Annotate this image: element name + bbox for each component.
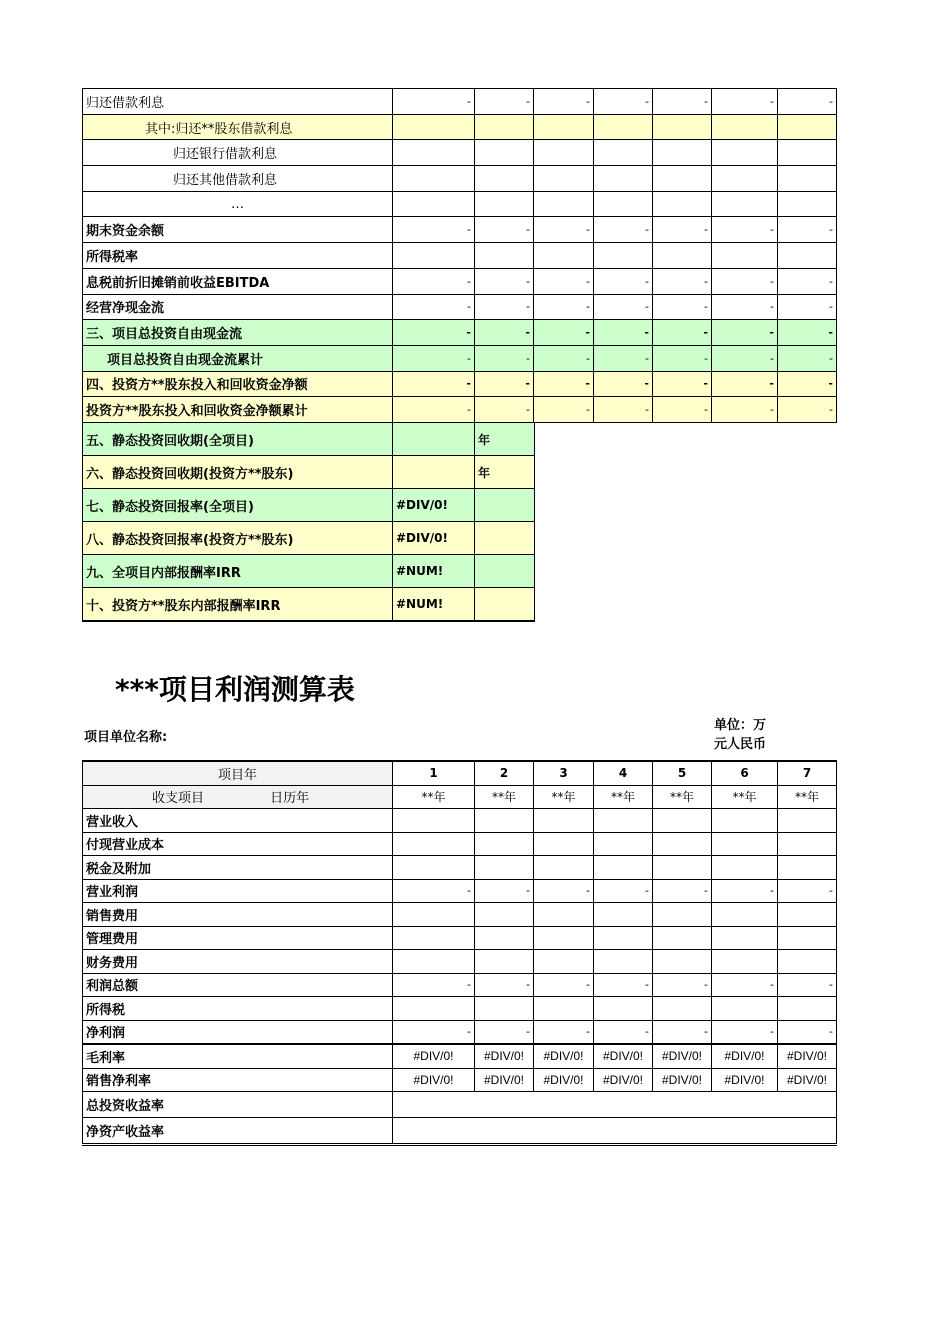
currency-unit-line1: 单位：万	[714, 718, 767, 733]
cell	[393, 166, 475, 192]
cell	[653, 903, 712, 927]
cell: -	[778, 1020, 837, 1044]
cf-row-ending-balance	[83, 217, 837, 243]
cell: -	[475, 217, 534, 243]
cell	[594, 997, 653, 1021]
cf-row-bank-interest	[83, 140, 837, 166]
cell	[534, 809, 594, 833]
cell: #DIV/0!	[393, 1044, 475, 1068]
cell: #DIV/0!	[653, 1068, 712, 1092]
cell: -	[393, 345, 475, 371]
cell: -	[475, 1020, 534, 1044]
header-row-years	[83, 761, 837, 785]
cell	[534, 926, 594, 950]
cell	[393, 191, 475, 217]
cell	[778, 809, 837, 833]
cell: -	[778, 371, 837, 397]
row-label: 税金及附加	[83, 856, 393, 880]
cell	[712, 243, 778, 269]
year-number: 6	[712, 761, 778, 785]
cell	[393, 997, 475, 1021]
cell	[534, 140, 594, 166]
profit-table	[82, 760, 837, 1146]
cell: -	[534, 879, 594, 903]
cell	[778, 856, 837, 880]
cell	[393, 114, 475, 140]
cell: -	[712, 294, 778, 320]
pl-row-net-profit	[83, 1020, 837, 1044]
row-label: 销售费用	[83, 903, 393, 927]
cell: -	[534, 345, 594, 371]
cell	[475, 809, 534, 833]
pl-row-revenue	[83, 809, 837, 833]
cf-row-operating-net-cash	[83, 294, 837, 320]
cell: -	[653, 89, 712, 115]
pl-row-admin-expense	[83, 926, 837, 950]
cell: #DIV/0!	[594, 1044, 653, 1068]
ret-row-roi-shareholder	[83, 522, 535, 555]
row-label: 其中:归还**股东借款利息	[83, 114, 393, 140]
pl-row-selling-expense	[83, 903, 837, 927]
cell: -	[653, 973, 712, 997]
cell	[534, 114, 594, 140]
cell	[712, 809, 778, 833]
cf-row-free-cash-flow-cumulative	[83, 345, 837, 371]
ret-row-irr-project	[83, 555, 535, 588]
cf-row-shareholder-net-cumulative	[83, 397, 837, 423]
cell: -	[534, 973, 594, 997]
cell: -	[712, 973, 778, 997]
cell	[475, 926, 534, 950]
cell: -	[534, 397, 594, 423]
row-label: 净利润	[83, 1020, 393, 1044]
pl-row-finance-expense	[83, 950, 837, 974]
pl-row-income-tax	[83, 997, 837, 1021]
cf-row-free-cash-flow	[83, 320, 837, 346]
cell	[534, 832, 594, 856]
cell	[475, 950, 534, 974]
value-cell	[393, 423, 475, 456]
year-number: 3	[534, 761, 594, 785]
calendar-year: **年	[534, 785, 594, 809]
currency-unit-line2: 元人民币	[714, 737, 767, 752]
cell: -	[594, 268, 653, 294]
cell	[393, 950, 475, 974]
cell: -	[475, 397, 534, 423]
cell: -	[712, 268, 778, 294]
cell	[393, 856, 475, 880]
cashflow-table	[82, 88, 837, 423]
page-title: ***项目利润测算表	[115, 673, 355, 706]
value-cell	[393, 456, 475, 489]
cell: -	[393, 1020, 475, 1044]
cell	[393, 140, 475, 166]
cell	[594, 950, 653, 974]
cell	[393, 903, 475, 927]
cell	[778, 926, 837, 950]
calendar-year: **年	[712, 785, 778, 809]
row-label: 十、投资方**股东内部报酬率IRR	[83, 588, 393, 622]
cell: -	[594, 320, 653, 346]
cell: -	[534, 1020, 594, 1044]
cell: #DIV/0!	[475, 1068, 534, 1092]
return-indicators-table	[82, 422, 535, 622]
cell	[534, 997, 594, 1021]
cell: -	[475, 345, 534, 371]
cell: #DIV/0!	[778, 1044, 837, 1068]
row-label: 所得税	[83, 997, 393, 1021]
year-number: 1	[393, 761, 475, 785]
cf-row-shareholder-interest	[83, 114, 837, 140]
cell	[594, 140, 653, 166]
cell	[475, 903, 534, 927]
row-label: 净资产收益率	[83, 1118, 393, 1145]
cell	[778, 166, 837, 192]
row-label: 归还其他借款利息	[83, 166, 393, 192]
cell: -	[653, 294, 712, 320]
cell: -	[712, 89, 778, 115]
cell	[712, 950, 778, 974]
row-label: 付现营业成本	[83, 832, 393, 856]
cell	[653, 856, 712, 880]
row-label: 息税前折旧摊销前收益EBITDA	[83, 268, 393, 294]
cf-row-ebitda	[83, 268, 837, 294]
cell	[778, 997, 837, 1021]
cell	[712, 191, 778, 217]
row-label: 毛利率	[83, 1044, 393, 1068]
calendar-year: **年	[778, 785, 837, 809]
cell: -	[778, 89, 837, 115]
cell	[653, 997, 712, 1021]
cell: -	[534, 217, 594, 243]
cell: -	[778, 320, 837, 346]
row-label: 营业利润	[83, 879, 393, 903]
header-label	[83, 785, 393, 809]
cell: -	[475, 973, 534, 997]
cell: -	[393, 397, 475, 423]
cell: -	[653, 397, 712, 423]
calendar-year: **年	[594, 785, 653, 809]
cell: -	[594, 89, 653, 115]
cell: -	[393, 268, 475, 294]
cell: -	[778, 217, 837, 243]
cell	[712, 856, 778, 880]
cell	[475, 140, 534, 166]
cell: -	[712, 345, 778, 371]
unit-cell	[475, 588, 535, 622]
row-label: 管理费用	[83, 926, 393, 950]
row-label: 经营净现金流	[83, 294, 393, 320]
cell: -	[393, 294, 475, 320]
cell: -	[475, 320, 534, 346]
cell: -	[475, 268, 534, 294]
unit-cell: 年	[475, 423, 535, 456]
row-label: 项目总投资自由现金流累计	[83, 345, 393, 371]
cell: -	[653, 268, 712, 294]
cell	[712, 832, 778, 856]
cell: -	[778, 973, 837, 997]
ret-row-irr-shareholder	[83, 588, 535, 622]
row-label: 利润总额	[83, 973, 393, 997]
cell	[653, 243, 712, 269]
row-label: 六、静态投资回收期(投资方**股东)	[83, 456, 393, 489]
cell: -	[393, 89, 475, 115]
ret-row-payback-shareholder	[83, 456, 535, 489]
calendar-year: **年	[393, 785, 475, 809]
cell: -	[653, 1020, 712, 1044]
unit-cell	[475, 555, 535, 588]
cell: #DIV/0!	[712, 1044, 778, 1068]
cell: -	[475, 879, 534, 903]
cell	[393, 926, 475, 950]
row-label: 销售净利率	[83, 1068, 393, 1092]
unit-cell	[475, 522, 535, 555]
cell	[393, 809, 475, 833]
cell	[778, 114, 837, 140]
cell: -	[393, 320, 475, 346]
pl-row-gross-margin	[83, 1044, 837, 1068]
cell: #DIV/0!	[393, 1068, 475, 1092]
value-cell: #NUM!	[393, 555, 475, 588]
row-label: 九、全项目内部报酬率IRR	[83, 555, 393, 588]
cell: -	[594, 217, 653, 243]
pl-row-total-profit	[83, 973, 837, 997]
cell	[653, 832, 712, 856]
cell: -	[594, 973, 653, 997]
cell: -	[534, 268, 594, 294]
row-label: 投资方**股东投入和回收资金净额累计	[83, 397, 393, 423]
cell: -	[475, 294, 534, 320]
row-label: 财务费用	[83, 950, 393, 974]
cell	[653, 950, 712, 974]
cell	[778, 243, 837, 269]
calendar-year: **年	[475, 785, 534, 809]
cell: -	[778, 879, 837, 903]
cell	[653, 809, 712, 833]
cell	[712, 114, 778, 140]
row-label: 期末资金余额	[83, 217, 393, 243]
cell	[653, 166, 712, 192]
cell: -	[594, 397, 653, 423]
row-label: 所得税率	[83, 243, 393, 269]
cell: #DIV/0!	[653, 1044, 712, 1068]
cell	[594, 903, 653, 927]
cell: -	[778, 294, 837, 320]
unit-cell: 年	[475, 456, 535, 489]
row-label: 总投资收益率	[83, 1092, 393, 1118]
cell: -	[653, 217, 712, 243]
ret-row-payback-project	[83, 423, 535, 456]
pl-row-roe	[83, 1118, 837, 1145]
row-label: 三、项目总投资自由现金流	[83, 320, 393, 346]
cell: -	[393, 973, 475, 997]
cell	[393, 243, 475, 269]
cell: #DIV/0!	[594, 1068, 653, 1092]
cell	[712, 997, 778, 1021]
row-label: …	[83, 191, 393, 217]
cell: -	[534, 294, 594, 320]
cell: #DIV/0!	[712, 1068, 778, 1092]
cell: -	[534, 371, 594, 397]
year-number: 7	[778, 761, 837, 785]
cf-row-tax-rate	[83, 243, 837, 269]
cell: -	[475, 89, 534, 115]
year-number: 2	[475, 761, 534, 785]
cell: -	[778, 397, 837, 423]
cell: #DIV/0!	[534, 1044, 594, 1068]
cell	[594, 809, 653, 833]
year-number: 4	[594, 761, 653, 785]
cf-row-repay-interest	[83, 89, 837, 115]
cell	[534, 950, 594, 974]
row-label: 八、静态投资回报率(投资方**股东)	[83, 522, 393, 555]
cell	[475, 856, 534, 880]
cell	[712, 926, 778, 950]
cell	[475, 114, 534, 140]
cell: -	[653, 879, 712, 903]
pl-row-total-investment-return	[83, 1092, 837, 1118]
cell: -	[594, 1020, 653, 1044]
merged-cell	[393, 1118, 837, 1145]
row-label: 营业收入	[83, 809, 393, 833]
cell	[653, 191, 712, 217]
cell: -	[712, 320, 778, 346]
row-label: 七、静态投资回报率(全项目)	[83, 489, 393, 522]
cell: -	[393, 217, 475, 243]
cell: -	[778, 268, 837, 294]
cell	[393, 832, 475, 856]
cell	[475, 166, 534, 192]
unit-name-label: 项目单位名称:	[84, 730, 168, 745]
year-number: 5	[653, 761, 712, 785]
unit-cell	[475, 489, 535, 522]
cell: -	[475, 371, 534, 397]
cell: -	[594, 371, 653, 397]
cell	[475, 832, 534, 856]
cell	[653, 114, 712, 140]
cell	[594, 243, 653, 269]
cell	[475, 191, 534, 217]
cell: -	[712, 371, 778, 397]
cell: -	[594, 345, 653, 371]
header-row-calendar	[83, 785, 837, 809]
cell	[653, 926, 712, 950]
cell: #DIV/0!	[778, 1068, 837, 1092]
value-cell: #NUM!	[393, 588, 475, 622]
cell	[534, 166, 594, 192]
cell	[712, 166, 778, 192]
cell	[778, 832, 837, 856]
cell: -	[534, 89, 594, 115]
pl-row-operating-profit	[83, 879, 837, 903]
header-label: 项目年	[83, 761, 393, 785]
cell: -	[712, 879, 778, 903]
cell	[594, 166, 653, 192]
row-label: 五、静态投资回收期(全项目)	[83, 423, 393, 456]
cell: -	[778, 345, 837, 371]
row-label: 归还银行借款利息	[83, 140, 393, 166]
cell	[712, 903, 778, 927]
cell: -	[712, 1020, 778, 1044]
cell: -	[653, 345, 712, 371]
cell: -	[712, 397, 778, 423]
cell	[778, 950, 837, 974]
pl-row-net-margin	[83, 1068, 837, 1092]
value-cell: #DIV/0!	[393, 489, 475, 522]
cell: -	[594, 879, 653, 903]
cf-row-shareholder-net	[83, 371, 837, 397]
cell	[778, 903, 837, 927]
cell	[653, 140, 712, 166]
merged-cell	[393, 1092, 837, 1118]
header-right: 日历年	[270, 791, 310, 807]
cell: #DIV/0!	[534, 1068, 594, 1092]
cell	[594, 191, 653, 217]
cell	[594, 926, 653, 950]
cell	[594, 114, 653, 140]
header-left: 收支项目	[152, 791, 205, 807]
cell: #DIV/0!	[475, 1044, 534, 1068]
cell	[778, 140, 837, 166]
cell	[534, 903, 594, 927]
cell: -	[712, 217, 778, 243]
cf-row-ellipsis	[83, 191, 837, 217]
cell	[475, 243, 534, 269]
row-label: 四、投资方**股东投入和回收资金净额	[83, 371, 393, 397]
cell	[594, 832, 653, 856]
cf-row-other-interest	[83, 166, 837, 192]
cell	[534, 191, 594, 217]
cell: -	[653, 320, 712, 346]
pl-row-cash-cost	[83, 832, 837, 856]
ret-row-roi-project	[83, 489, 535, 522]
cell	[534, 243, 594, 269]
cell: -	[393, 879, 475, 903]
cell	[594, 856, 653, 880]
cell	[778, 191, 837, 217]
cell: -	[534, 320, 594, 346]
cell	[534, 856, 594, 880]
pl-row-taxes-surcharges	[83, 856, 837, 880]
cell: -	[393, 371, 475, 397]
currency-unit-label	[714, 716, 784, 754]
calendar-year: **年	[653, 785, 712, 809]
cell: -	[594, 294, 653, 320]
value-cell: #DIV/0!	[393, 522, 475, 555]
cell: -	[653, 371, 712, 397]
row-label: 归还借款利息	[83, 89, 393, 115]
cell	[712, 140, 778, 166]
cell	[475, 997, 534, 1021]
